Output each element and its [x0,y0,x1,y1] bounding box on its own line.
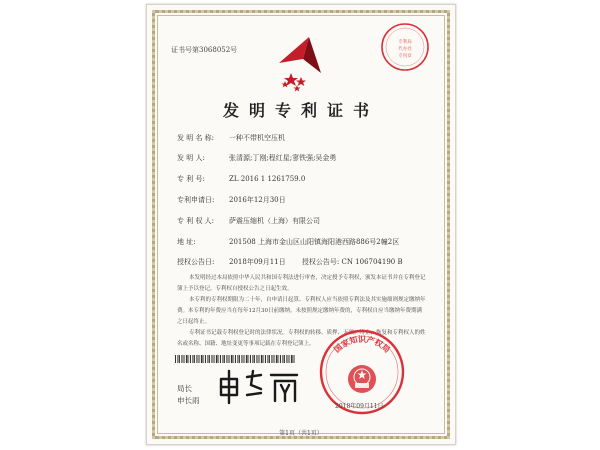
field-patentee [177,216,320,226]
field-label: 授权公告日: [177,258,215,266]
field-label: 发 明 名 称: [177,134,215,142]
field-value: 一种不带机空压机 [229,134,285,142]
certificate-issue-date: 2018年09月11日 [335,403,384,410]
field-patent-number [177,174,305,184]
svg-text:专利局: 专利局 [398,40,412,45]
field-label: 专利申请日: [177,196,215,204]
director-signature-icon [215,367,301,405]
field-address [177,237,399,247]
agency-seal-icon [379,21,431,73]
field-value: ZL 2016 1 1261759.0 [229,175,306,183]
certificate-title: 发明专利证书 [222,101,379,120]
seal-text: 国家知识产权局 [332,335,392,355]
barcode-icon [175,355,295,363]
body-paragraph: 专利证书记载专利权登记时的法律状况。专利权的转移、质押、无效、终止、恢复和专利权人的姓名或名称、国籍、地址变更等事项记载在专利登记簿上。 [177,330,426,347]
director-title: 局长 [177,384,192,393]
patent-office-emblem-icon [269,19,333,95]
body-paragraph: 本发明经过本局依照中华人民共和国专利法进行审查，决定授予专利权，颁发本证书并在专利登记簿上予以登记。专利权自授权公告之日起生效。 [177,275,426,292]
field-label: 发 明 人: [177,154,205,162]
field-inventors [177,153,336,163]
field-invention-name [177,133,285,143]
certificate-number: 证书号第3068052号 [171,46,238,54]
grant-publication-number: 授权公告号: CN 106704190 B [301,258,403,266]
page-number: 第1页（共1页） [279,430,323,437]
field-label: 地 址: [177,238,196,246]
svg-text:代办处: 代办处 [398,47,412,52]
field-value: 张清源;丁刚;程红星;寥铁强;吴金勇 [229,154,337,162]
field-grant-date [177,257,403,267]
svg-text:专用章: 专用章 [398,54,412,59]
field-label: 专 利 权 人: [177,217,215,225]
patent-certificate [146,4,456,445]
field-label: 专 利 号: [177,175,205,183]
field-value: 2018年09月11日 [229,258,286,266]
field-value: 201508 上海市金山区山阳镇海阳港西路886号2幢2区 [229,238,400,246]
field-application-date [177,195,286,205]
field-value: 萨震压缩机（上海）有限公司 [229,217,320,225]
field-value: 2016年12月30日 [229,196,286,204]
director-name: 申长雨 [177,396,200,405]
body-paragraph: 本专利的专利权期限为二十年，自申请日起算。专利权人应当依照专利法及其实施细则规定缴纳年费。本专利的年费应当在每年12月30日前缴纳。未按照规定缴纳年费的，专利权自应当缴纳年费期满之日起终止。 [177,297,426,325]
